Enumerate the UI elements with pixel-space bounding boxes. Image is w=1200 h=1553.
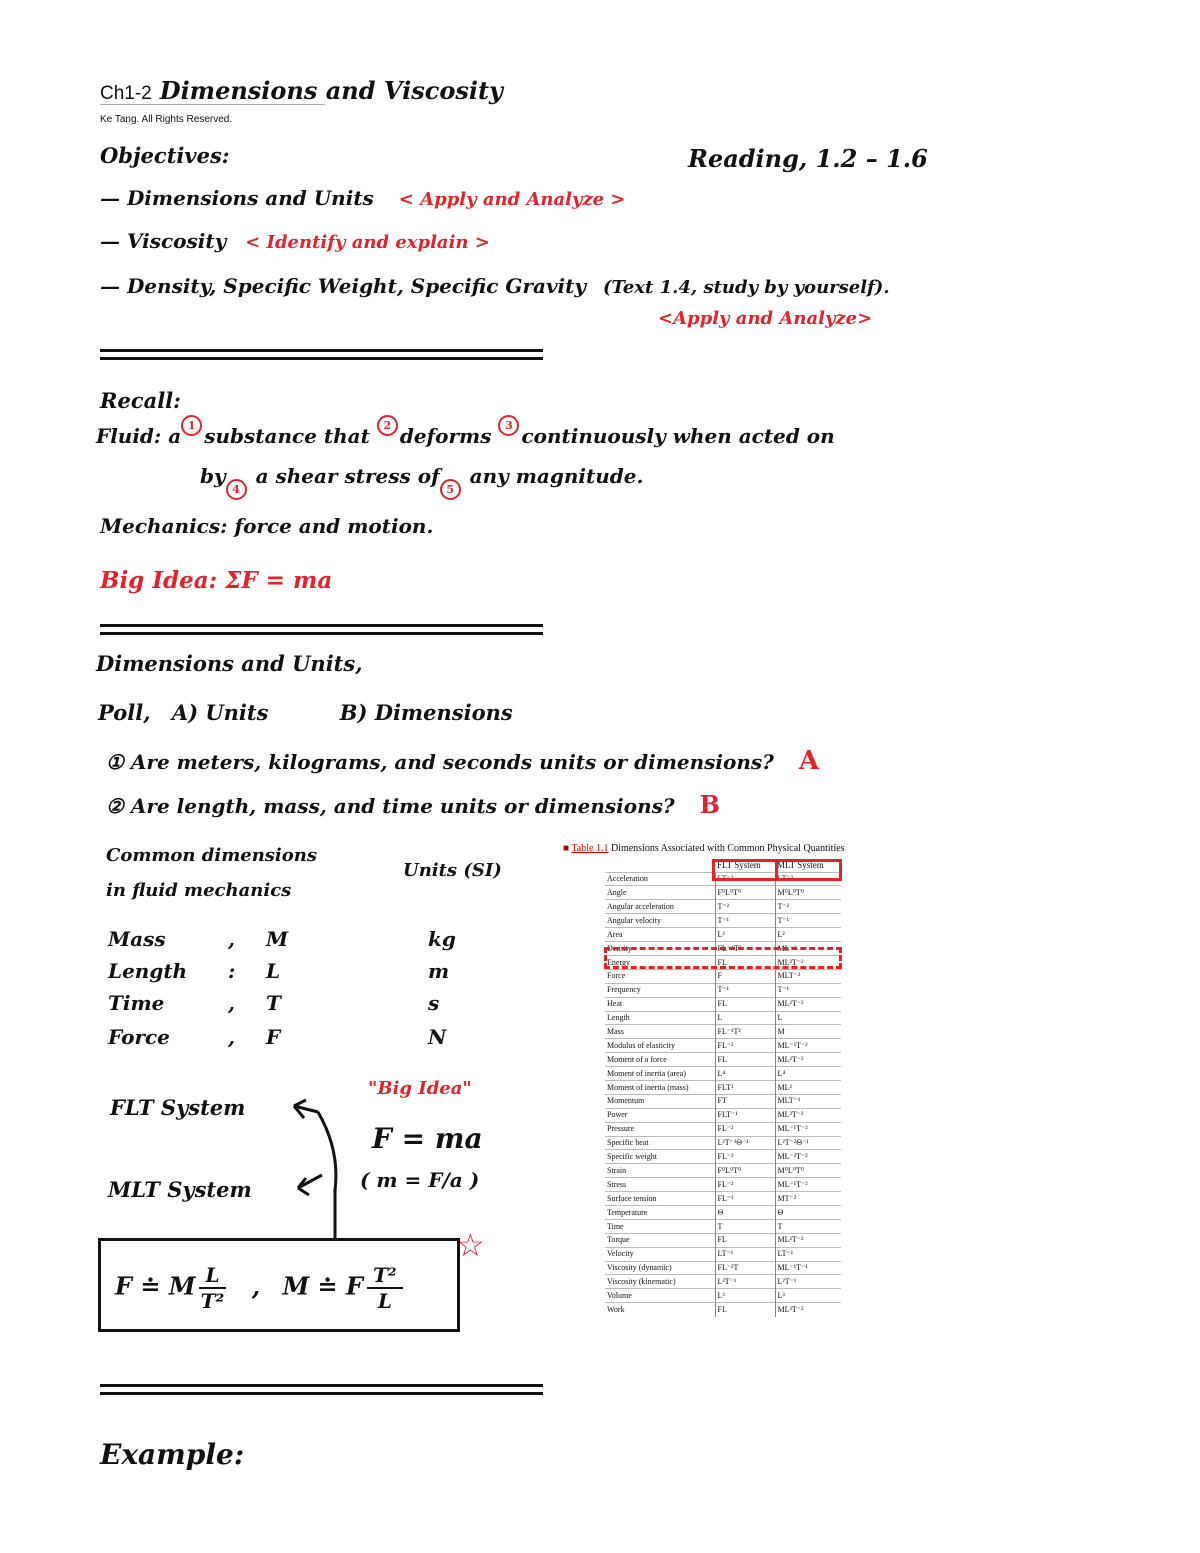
flt-cell: FL bbox=[715, 1233, 775, 1247]
density-highlight-box bbox=[604, 947, 842, 969]
table-link[interactable]: Table 1.1 bbox=[571, 843, 609, 854]
flt-cell: T⁻¹ bbox=[715, 914, 775, 928]
quantity-cell: Viscosity (dynamic) bbox=[605, 1261, 715, 1275]
quantity-cell: Acceleration bbox=[605, 872, 715, 886]
quantity-cell: Pressure bbox=[605, 1122, 715, 1136]
f-equals-ma: F = ma bbox=[372, 1122, 483, 1155]
quantity-cell: Work bbox=[605, 1303, 715, 1317]
mlt-cell: ML²T⁻² bbox=[775, 955, 841, 969]
dim-row-unit: N bbox=[428, 1025, 447, 1049]
quantity-cell: Surface tension bbox=[605, 1192, 715, 1206]
table-header-mlt: MLT System bbox=[777, 860, 824, 870]
common-dims-heading-2: in fluid mechanics bbox=[106, 880, 292, 901]
table-row bbox=[605, 1122, 841, 1136]
mlt-cell: ML²T⁻² bbox=[775, 1303, 841, 1317]
arrow-head-flt bbox=[294, 1100, 318, 1118]
mlt-cell: L bbox=[775, 1011, 841, 1025]
mlt-cell: M bbox=[775, 1025, 841, 1039]
common-dims-heading-1: Common dimensions bbox=[106, 845, 317, 866]
mlt-highlight-box bbox=[775, 859, 842, 881]
quantity-cell: Moment of inertia (mass) bbox=[605, 1080, 715, 1094]
quantity-cell: Power bbox=[605, 1108, 715, 1122]
table-row bbox=[605, 1108, 841, 1122]
flt-cell: FL⁻² bbox=[715, 1178, 775, 1192]
objective-text: — Density, Specific Weight, Specific Gravity bbox=[100, 274, 587, 298]
table-caption: ■ Table 1.1 Dimensions Associated with Common Physical Quantities bbox=[563, 843, 845, 854]
mlt-cell: ML²T⁻³ bbox=[775, 1108, 841, 1122]
flt-cell: FL⁻² bbox=[715, 1122, 775, 1136]
table-row bbox=[605, 1261, 841, 1275]
quantity-cell: Stress bbox=[605, 1178, 715, 1192]
mlt-cell: Θ bbox=[775, 1205, 841, 1219]
marker-3: 3 bbox=[498, 415, 519, 436]
flt-cell: F⁰L⁰T⁰ bbox=[715, 1164, 775, 1178]
quantity-cell: Force bbox=[605, 969, 715, 983]
dim-row-unit: s bbox=[428, 991, 440, 1015]
mlt-cell: L³ bbox=[775, 1289, 841, 1303]
reading-note: Reading, 1.2 – 1.6 bbox=[688, 144, 928, 173]
quantity-cell: Velocity bbox=[605, 1247, 715, 1261]
title-main: Dimensions and Viscosity bbox=[159, 76, 503, 105]
quantity-cell: Strain bbox=[605, 1164, 715, 1178]
table-row bbox=[605, 1275, 841, 1289]
section-divider bbox=[100, 1384, 543, 1395]
flt-highlight-box bbox=[712, 859, 778, 881]
objectives-heading: Objectives: bbox=[100, 143, 230, 168]
fraction-num: T² bbox=[367, 1263, 403, 1289]
fluid-word: by bbox=[200, 464, 226, 488]
title-prefix: Ch1-2 bbox=[100, 83, 152, 104]
poll-option-b: B) Dimensions bbox=[339, 700, 513, 725]
flt-cell: FL bbox=[715, 997, 775, 1011]
table-header-flt: FLT System bbox=[717, 860, 761, 870]
fluid-word: continuously when acted on bbox=[521, 424, 835, 448]
dim-row-symbol: L bbox=[266, 959, 281, 983]
mlt-cell: MT⁻² bbox=[775, 1192, 841, 1206]
fluid-word: any magnitude. bbox=[469, 464, 644, 488]
quantity-cell: Moment of inertia (area) bbox=[605, 1067, 715, 1081]
flt-cell: L² bbox=[715, 928, 775, 942]
table-row bbox=[605, 1136, 841, 1150]
mlt-cell: L²T⁻¹ bbox=[775, 1275, 841, 1289]
mlt-cell: ML²T⁻² bbox=[775, 1233, 841, 1247]
table-row bbox=[605, 1178, 841, 1192]
quantity-cell: Energy bbox=[605, 955, 715, 969]
dim-row-name: Time bbox=[108, 991, 165, 1015]
mlt-cell: T bbox=[775, 1219, 841, 1233]
mlt-cell: MLT⁻² bbox=[775, 969, 841, 983]
dim-row-sep: , bbox=[228, 1025, 235, 1049]
quantity-cell: Time bbox=[605, 1219, 715, 1233]
dim-row-symbol: M bbox=[266, 927, 289, 951]
flt-cell: FL⁻²T bbox=[715, 1261, 775, 1275]
flt-cell: FL bbox=[715, 1303, 775, 1317]
mlt-cell: ML⁻¹T⁻¹ bbox=[775, 1261, 841, 1275]
mlt-cell: LT⁻² bbox=[775, 872, 841, 886]
quantity-cell: Mass bbox=[605, 1025, 715, 1039]
table-row bbox=[605, 969, 841, 983]
mlt-cell: M⁰L⁰T⁰ bbox=[775, 1164, 841, 1178]
poll-label: Poll, bbox=[98, 700, 151, 725]
objective-note: (Text 1.4, study by yourself). bbox=[602, 277, 890, 298]
mlt-cell: L⁴ bbox=[775, 1067, 841, 1081]
quantity-cell: Angular acceleration bbox=[605, 900, 715, 914]
quantity-cell: Angle bbox=[605, 886, 715, 900]
mlt-cell: ML⁻¹T⁻² bbox=[775, 1178, 841, 1192]
dim-row-name: Mass bbox=[108, 927, 166, 951]
flt-cell: L²T⁻¹ bbox=[715, 1275, 775, 1289]
flt-cell: T⁻² bbox=[715, 900, 775, 914]
table-row bbox=[605, 997, 841, 1011]
table-row bbox=[605, 914, 841, 928]
table-row bbox=[605, 1053, 841, 1067]
mlt-cell: ML⁻¹T⁻² bbox=[775, 1122, 841, 1136]
marker-2: 2 bbox=[377, 415, 398, 436]
fraction-t2-over-l bbox=[367, 1263, 403, 1313]
table-row bbox=[605, 1025, 841, 1039]
fluid-word: substance that bbox=[204, 424, 370, 448]
flt-cell: L²T⁻²Θ⁻¹ bbox=[715, 1136, 775, 1150]
question-text: ① Are meters, kilograms, and seconds units or dimensions? bbox=[106, 750, 774, 774]
flt-cell: LT⁻¹ bbox=[715, 1247, 775, 1261]
arrow-head-mlt bbox=[298, 1175, 322, 1195]
formula-box bbox=[98, 1238, 460, 1332]
fluid-word: a shear stress bbox=[255, 464, 411, 488]
quantity-cell: Specific heat bbox=[605, 1136, 715, 1150]
table-row bbox=[605, 1303, 841, 1317]
mlt-cell: ML²T⁻² bbox=[775, 1053, 841, 1067]
mlt-cell: ML²T⁻² bbox=[775, 997, 841, 1011]
flt-cell: T bbox=[715, 1219, 775, 1233]
mlt-cell: ML⁻³ bbox=[775, 942, 841, 956]
fraction-den: T² bbox=[200, 1289, 225, 1313]
table-row bbox=[605, 1094, 841, 1108]
quantity-cell: Density bbox=[605, 942, 715, 956]
flt-cell: T⁻¹ bbox=[715, 983, 775, 997]
fluid-word: of bbox=[417, 464, 440, 488]
mlt-cell: MLT⁻¹ bbox=[775, 1094, 841, 1108]
objective-note: < Apply and Analyze > bbox=[398, 189, 626, 210]
mlt-cell: ML⁻²T⁻² bbox=[775, 1150, 841, 1164]
table-row bbox=[605, 928, 841, 942]
example-heading: Example: bbox=[100, 1438, 245, 1471]
dim-row-unit: kg bbox=[428, 927, 456, 951]
flt-cell: FL⁻⁴T² bbox=[715, 942, 775, 956]
table-row bbox=[605, 983, 841, 997]
quantity-cell: Viscosity (kinematic) bbox=[605, 1275, 715, 1289]
dim-row-unit: m bbox=[428, 959, 450, 983]
quantity-cell: Specific weight bbox=[605, 1150, 715, 1164]
flt-cell: FLT⁻¹ bbox=[715, 1108, 775, 1122]
quantity-cell: Momentum bbox=[605, 1094, 715, 1108]
dim-row-sep: : bbox=[228, 959, 236, 983]
table-row bbox=[605, 1247, 841, 1261]
fraction-num: L bbox=[199, 1263, 225, 1289]
quantity-cell: Angular velocity bbox=[605, 914, 715, 928]
table-row bbox=[605, 1233, 841, 1247]
star-icon: ☆ bbox=[456, 1226, 485, 1264]
quantity-cell: Frequency bbox=[605, 983, 715, 997]
mlt-cell: ML⁻¹T⁻² bbox=[775, 1039, 841, 1053]
flt-cell: FT bbox=[715, 1094, 775, 1108]
flt-cell: FL⁻³ bbox=[715, 1150, 775, 1164]
flt-cell: L⁴ bbox=[715, 1067, 775, 1081]
flt-cell: FLT² bbox=[715, 1080, 775, 1094]
quantity-cell: Torque bbox=[605, 1233, 715, 1247]
answer-b: B bbox=[699, 790, 720, 819]
mechanics-line: Mechanics: force and motion. bbox=[100, 514, 434, 538]
copyright: Ke Tang. All Rights Reserved. bbox=[100, 114, 233, 125]
big-idea: Big Idea: ΣF = ma bbox=[100, 567, 333, 594]
mlt-cell: T⁻¹ bbox=[775, 914, 841, 928]
table-header-empty bbox=[605, 860, 715, 872]
formula-comma: , bbox=[251, 1271, 261, 1301]
mlt-cell: T⁻² bbox=[775, 900, 841, 914]
formula-m-lhs: M ≐ F bbox=[282, 1271, 364, 1301]
fluid-word: deforms bbox=[399, 424, 492, 448]
flt-cell: L³ bbox=[715, 1289, 775, 1303]
quantity-cell: Volume bbox=[605, 1289, 715, 1303]
marker-1: 1 bbox=[181, 415, 202, 436]
table-row bbox=[605, 1011, 841, 1025]
mlt-cell: M⁰L⁰T⁰ bbox=[775, 886, 841, 900]
flt-cell: L bbox=[715, 1011, 775, 1025]
flt-system-label: FLT System bbox=[110, 1095, 246, 1120]
flt-cell: LT⁻² bbox=[715, 872, 775, 886]
dim-row-symbol: T bbox=[266, 991, 281, 1015]
table-row bbox=[605, 1205, 841, 1219]
quantity-cell: Heat bbox=[605, 997, 715, 1011]
quantity-cell: Modulus of elasticity bbox=[605, 1039, 715, 1053]
mlt-cell: T⁻¹ bbox=[775, 983, 841, 997]
poll-option-a: A) Units bbox=[171, 700, 269, 725]
dim-row-name: Length bbox=[108, 959, 188, 983]
dimensions-table bbox=[605, 860, 841, 1317]
marker-4: 4 bbox=[226, 479, 247, 500]
mlt-cell: LT⁻¹ bbox=[775, 1247, 841, 1261]
flt-cell: FL⁻² bbox=[715, 1039, 775, 1053]
flt-cell: FL⁻¹ bbox=[715, 1192, 775, 1206]
marker-5: 5 bbox=[440, 479, 461, 500]
flt-cell: FL bbox=[715, 955, 775, 969]
quantity-cell: Area bbox=[605, 928, 715, 942]
answer-a: A bbox=[798, 746, 819, 776]
table-row bbox=[605, 1192, 841, 1206]
fluid-label: Fluid: bbox=[96, 424, 162, 448]
dim-row-name: Force bbox=[108, 1025, 170, 1049]
mlt-system-label: MLT System bbox=[108, 1177, 252, 1202]
objective-text: — Dimensions and Units bbox=[100, 186, 374, 210]
big-idea-quote: "Big Idea" bbox=[368, 1078, 472, 1099]
flt-cell: F⁰L⁰T⁰ bbox=[715, 886, 775, 900]
question-text: ② Are length, mass, and time units or dimensions? bbox=[106, 794, 675, 818]
mlt-cell: ML² bbox=[775, 1080, 841, 1094]
table-row bbox=[605, 1080, 841, 1094]
fraction-l-over-t2 bbox=[199, 1263, 225, 1313]
table-row bbox=[605, 1289, 841, 1303]
table-row bbox=[605, 886, 841, 900]
m-equals-f-over-a: ( m = F/a ) bbox=[360, 1168, 480, 1192]
quantity-cell: Moment of a force bbox=[605, 1053, 715, 1067]
table-caption-text: Dimensions Associated with Common Physical Quantities bbox=[610, 843, 845, 854]
dim-row-sep: , bbox=[228, 927, 235, 951]
formula-f-lhs: F ≐ M bbox=[115, 1271, 196, 1301]
table-row bbox=[605, 1067, 841, 1081]
mlt-cell: L²T⁻²Θ⁻¹ bbox=[775, 1136, 841, 1150]
flt-cell: Θ bbox=[715, 1205, 775, 1219]
formula-content bbox=[115, 1263, 407, 1313]
table-row bbox=[605, 1164, 841, 1178]
objective-note: < Identify and explain > bbox=[245, 232, 490, 253]
flt-cell: FL⁻¹T² bbox=[715, 1025, 775, 1039]
quantity-cell: Length bbox=[605, 1011, 715, 1025]
fluid-word: a bbox=[168, 424, 182, 448]
dim-row-sep: , bbox=[228, 991, 235, 1015]
units-heading: Units (SI) bbox=[403, 860, 502, 881]
objective-text: — Viscosity bbox=[100, 229, 227, 253]
objective-note-2: <Apply and Analyze> bbox=[658, 308, 873, 329]
flt-cell: F bbox=[715, 969, 775, 983]
quantity-cell: Temperature bbox=[605, 1205, 715, 1219]
recall-heading: Recall: bbox=[100, 388, 181, 413]
dim-row-symbol: F bbox=[266, 1025, 281, 1049]
table-row bbox=[605, 900, 841, 914]
table-row bbox=[605, 1219, 841, 1233]
mlt-cell: L² bbox=[775, 928, 841, 942]
fraction-den: L bbox=[377, 1289, 392, 1313]
flt-cell: FL bbox=[715, 1053, 775, 1067]
table-row bbox=[605, 1150, 841, 1164]
dims-heading: Dimensions and Units, bbox=[96, 651, 363, 676]
table-row bbox=[605, 1039, 841, 1053]
